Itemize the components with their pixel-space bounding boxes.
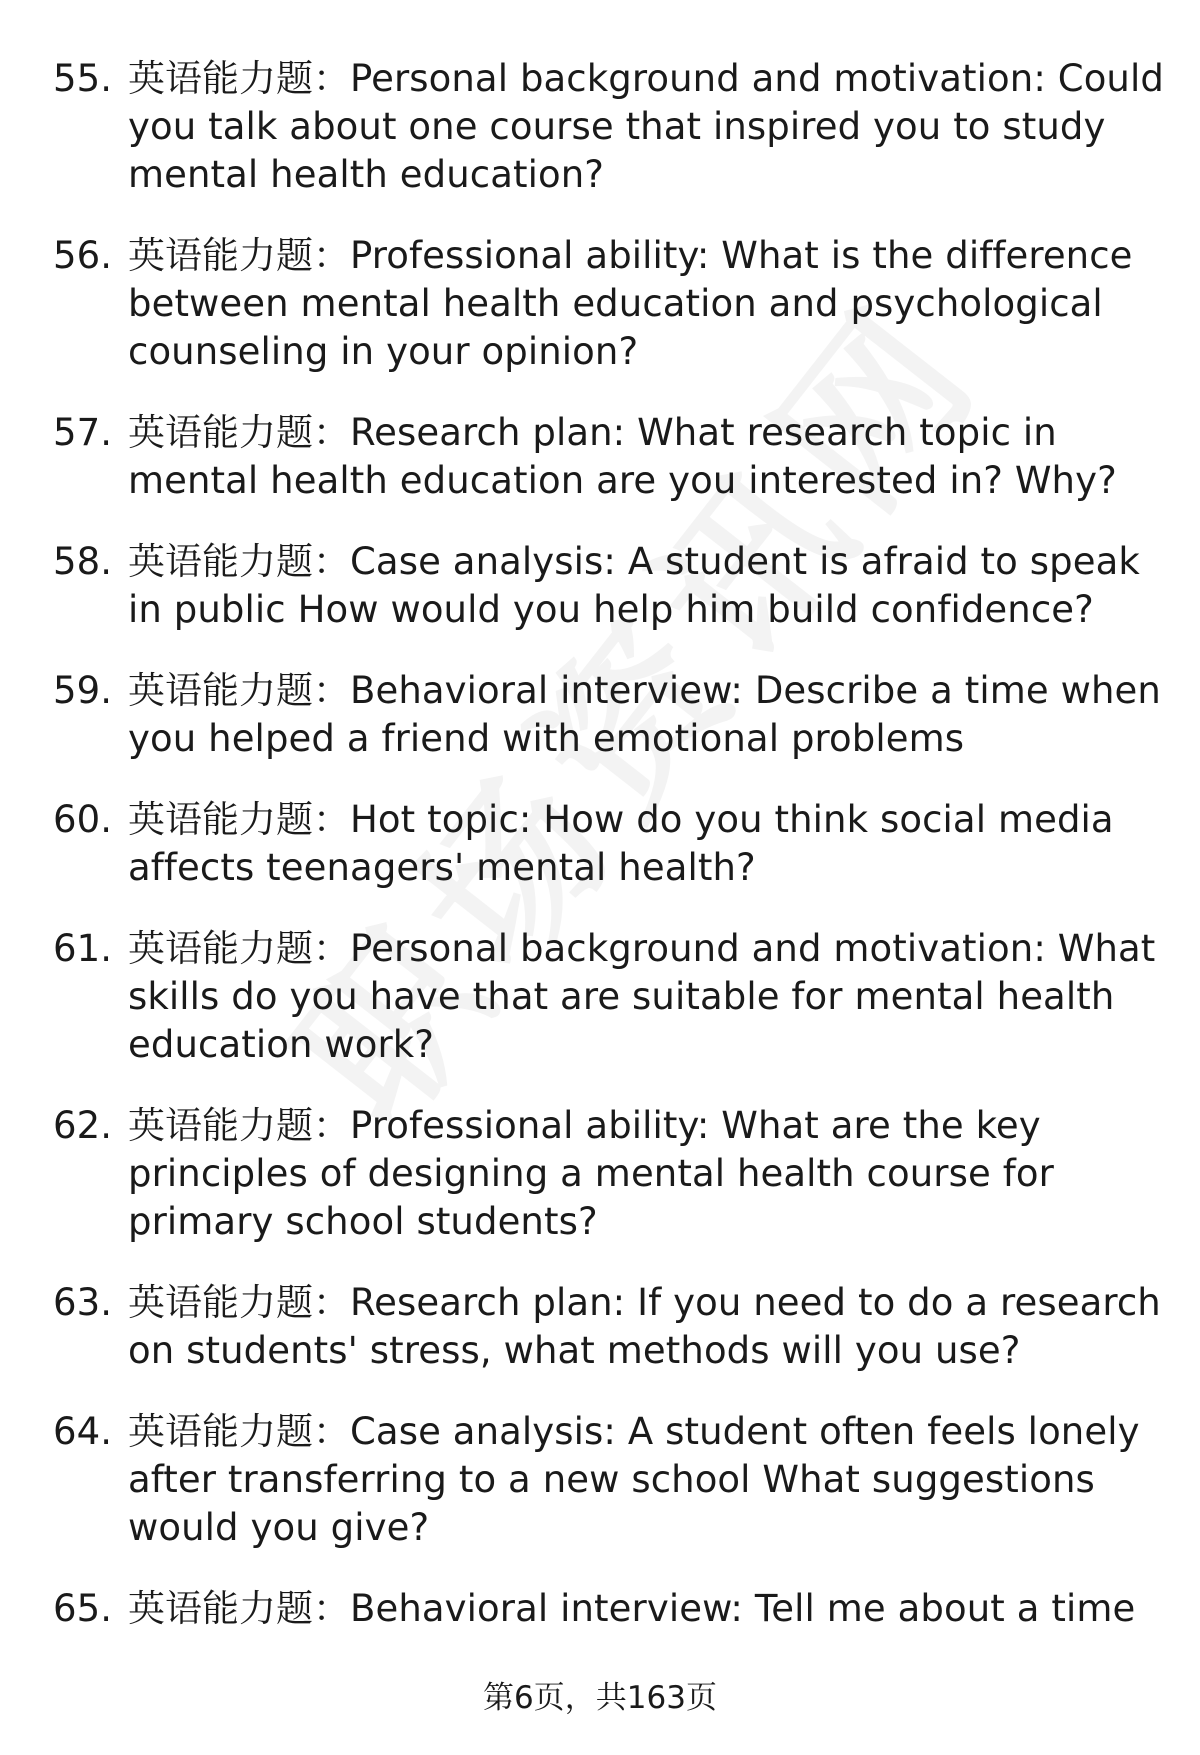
question-number: 65. bbox=[53, 1587, 113, 1630]
question-text: Case analysis: A student is afraid to speak in public How would you help him build confidence? bbox=[128, 540, 1140, 631]
question-item bbox=[0, 925, 1200, 1069]
question-text: Hot topic: How do you think social media affects teenagers' mental health? bbox=[128, 798, 1114, 889]
question-number: 56. bbox=[53, 234, 113, 277]
question-item bbox=[0, 667, 1200, 763]
question-category: 英语能力题： bbox=[128, 540, 350, 583]
question-text: Personal background and motivation: What skills do you have that are suitable for mental health education work? bbox=[128, 927, 1156, 1066]
question-number: 64. bbox=[53, 1410, 113, 1453]
question-text: Personal background and motivation: Could you talk about one course that inspired you to study mental health education? bbox=[128, 57, 1164, 196]
question-text: Case analysis: A student often feels lonely after transferring to a new school What suggestions would you give? bbox=[128, 1410, 1140, 1549]
question-text: Professional ability: What is the difference between mental health education and psychological counseling in your opinion? bbox=[128, 234, 1133, 373]
question-item bbox=[0, 538, 1200, 634]
question-number: 61. bbox=[53, 927, 113, 970]
question-number: 63. bbox=[53, 1281, 113, 1324]
question-item bbox=[0, 1408, 1200, 1552]
question-text: Research plan: What research topic in mental health education are you interested in? Why? bbox=[128, 411, 1117, 502]
question-category: 英语能力题： bbox=[128, 669, 350, 712]
question-category: 英语能力题： bbox=[128, 1104, 350, 1147]
question-list bbox=[0, 55, 1200, 1666]
question-category: 英语能力题： bbox=[128, 798, 350, 841]
question-item bbox=[0, 232, 1200, 376]
page-number-footer: 第6页，共163页 bbox=[483, 1680, 717, 1716]
question-category: 英语能力题： bbox=[128, 1281, 350, 1324]
question-category: 英语能力题： bbox=[128, 57, 350, 100]
question-item bbox=[0, 1102, 1200, 1246]
question-item bbox=[0, 796, 1200, 892]
question-number: 59. bbox=[53, 669, 113, 712]
question-category: 英语能力题： bbox=[128, 411, 350, 454]
question-number: 55. bbox=[53, 57, 113, 100]
question-item bbox=[0, 1279, 1200, 1375]
question-number: 60. bbox=[53, 798, 113, 841]
question-text: Research plan: If you need to do a research on students' stress, what methods will you use? bbox=[128, 1281, 1161, 1372]
question-number: 57. bbox=[53, 411, 113, 454]
question-item bbox=[0, 1585, 1200, 1633]
question-category: 英语能力题： bbox=[128, 1410, 350, 1453]
question-item bbox=[0, 55, 1200, 199]
question-category: 英语能力题： bbox=[128, 234, 350, 277]
question-text: Behavioral interview: Describe a time when you helped a friend with emotional problems bbox=[128, 669, 1161, 760]
question-number: 58. bbox=[53, 540, 113, 583]
question-item bbox=[0, 409, 1200, 505]
question-category: 英语能力题： bbox=[128, 927, 350, 970]
question-category: 英语能力题： bbox=[128, 1587, 350, 1630]
question-text: Behavioral interview: Tell me about a time bbox=[350, 1587, 1136, 1630]
question-number: 62. bbox=[53, 1104, 113, 1147]
question-text: Professional ability: What are the key principles of designing a mental health course for primary school students? bbox=[128, 1104, 1054, 1243]
